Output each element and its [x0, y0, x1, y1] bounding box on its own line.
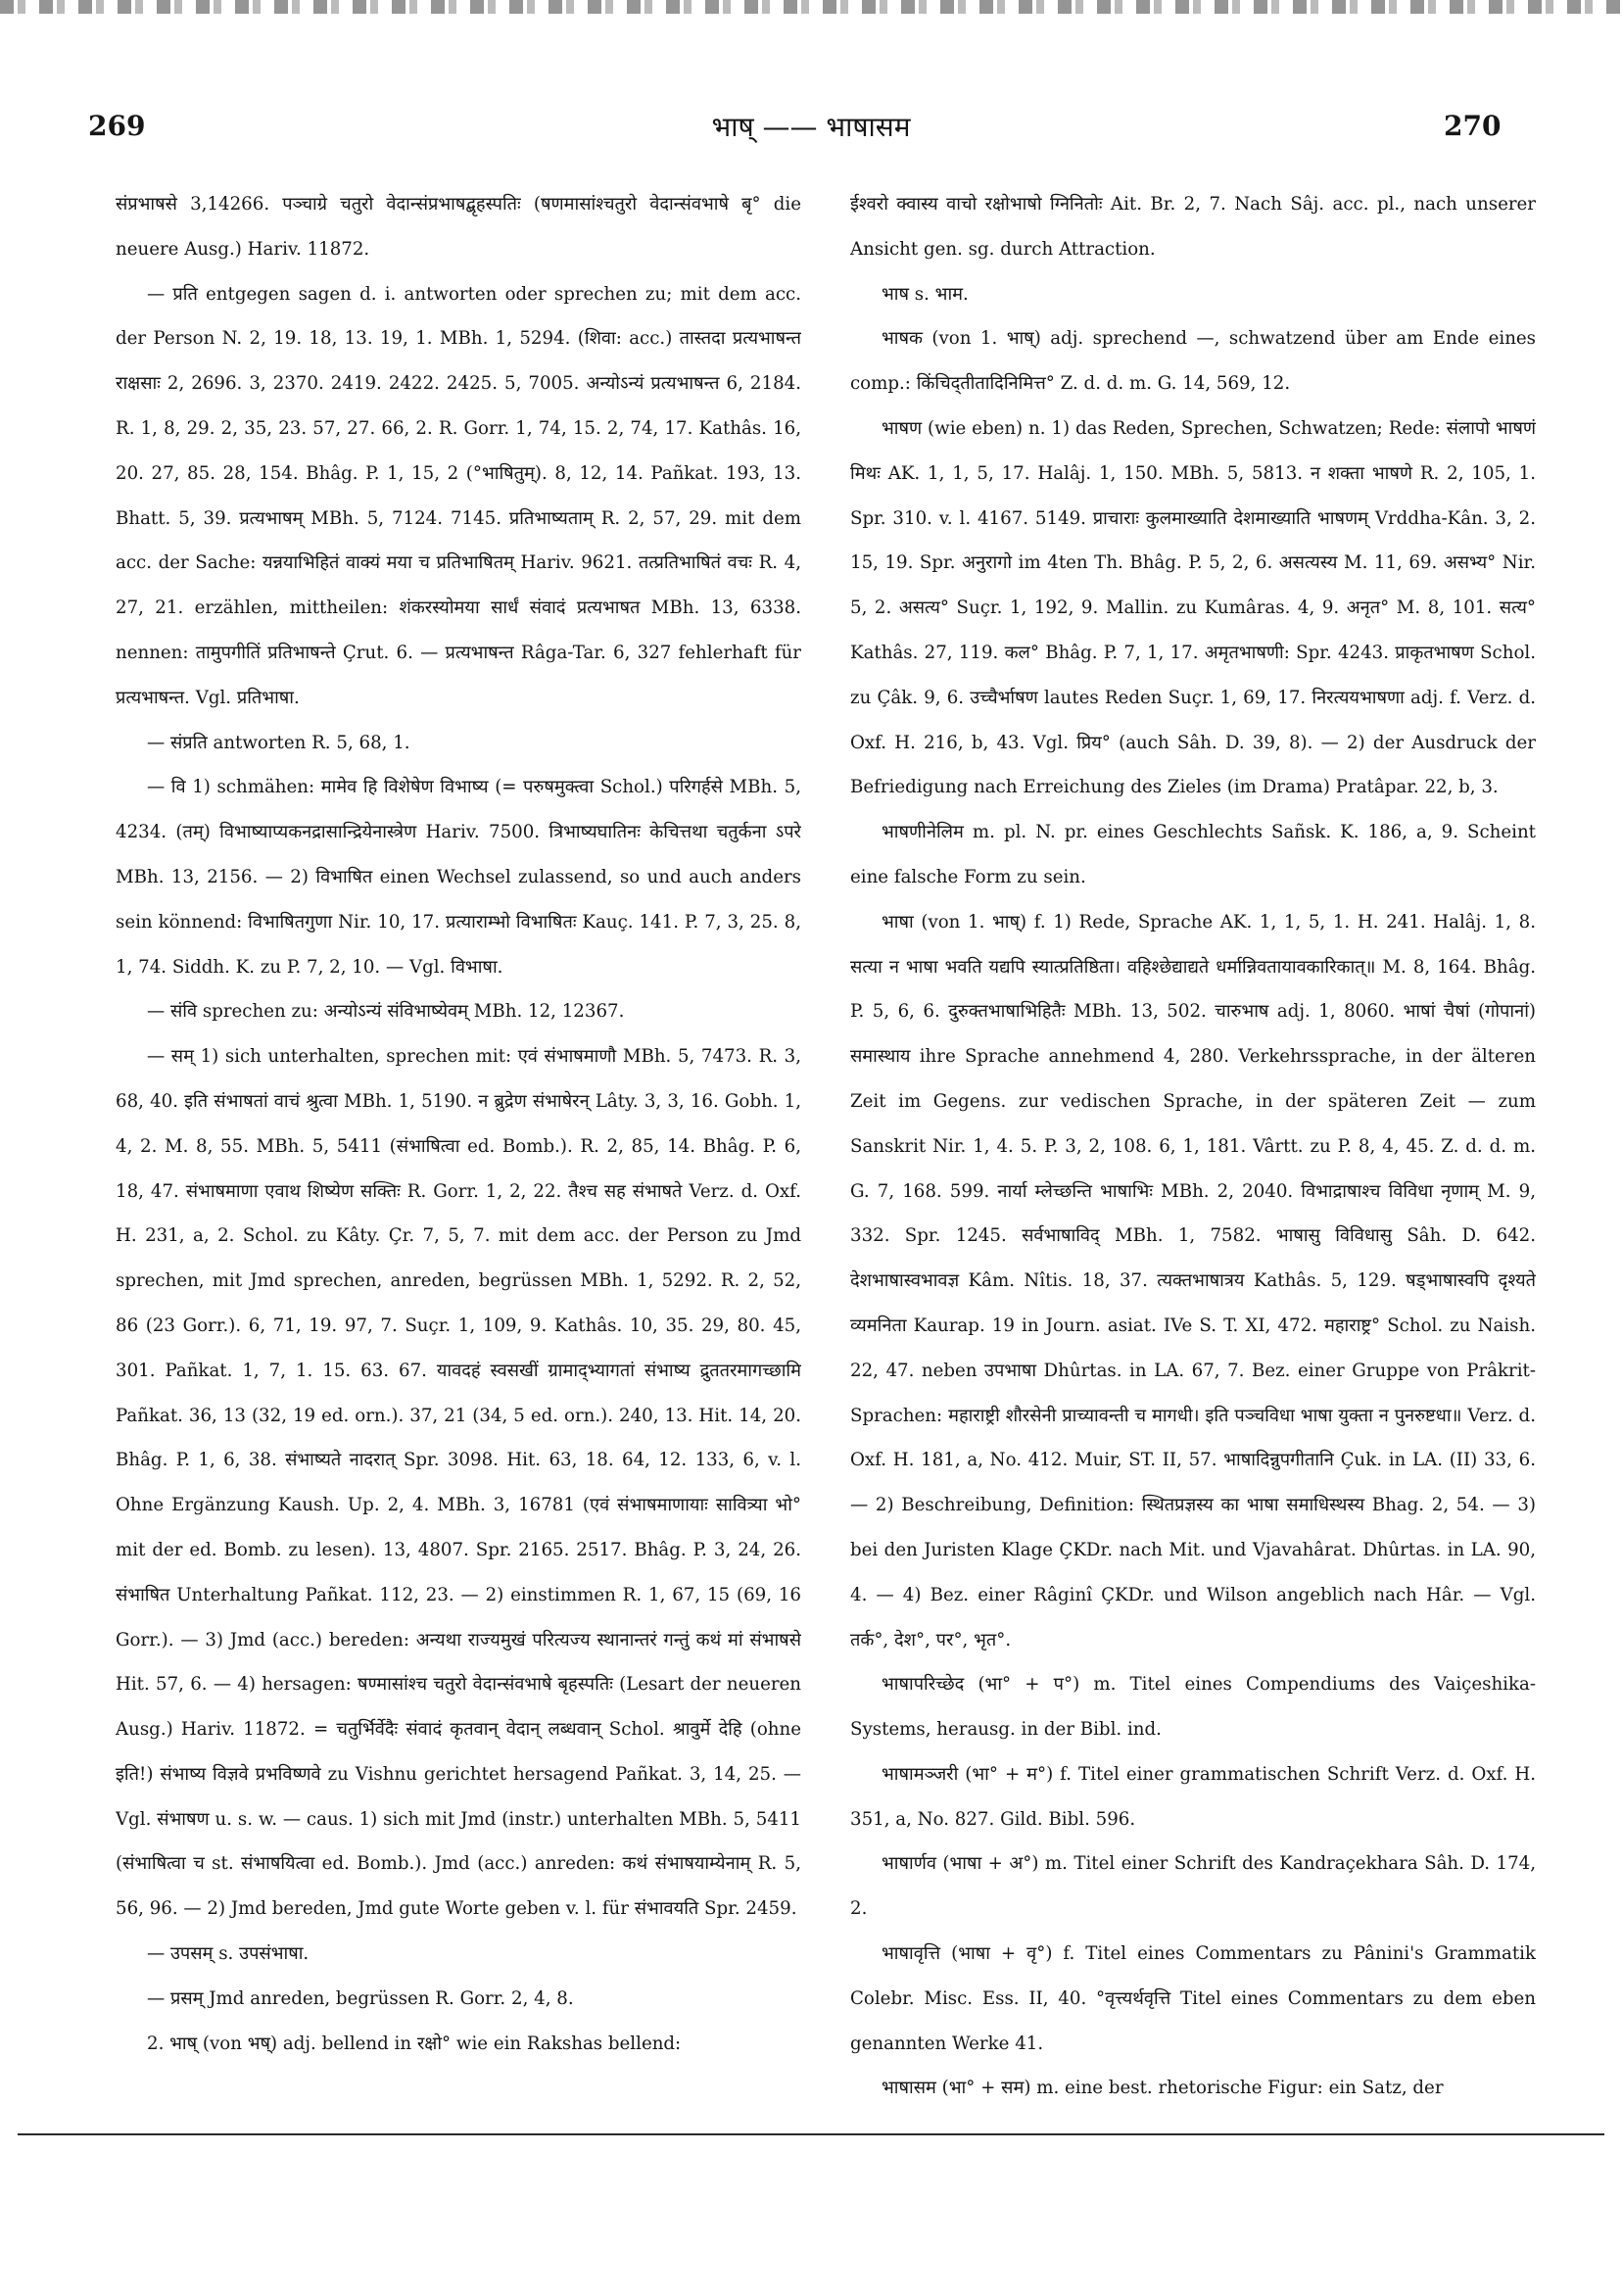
left-entry: — वि 1) schmähen: मामेव हि विशेषेण विभाष्य (= परुषमुक्त्वा Schol.) परिगर्हसे MBh. 5, 4234. (तम्) विभाष्याप्यकनद्रासान्द्रियेनास्त्रेण Hariv. 7500. त्रिभाष्यघातिनः केचित्तथा चतुर्कना ऽपरे MBh. 13, 2156. — 2) विभाषित einen Wechsel zulassend, so und auch anders sein könnend: विभाषितगुणा Nir. 10, 17. प्रत्याराम्भो विभाषितः Kauç. 141. P. 7, 3, 25. 8, 1, 74. Siddh. K. zu P. 7, 2, 10. — Vgl. विभाषा.	[116, 777, 801, 978]
left-entry: — प्रति entgegen sagen d. i. antworten oder sprechen zu; mit dem acc. der Person N. 2, 19. 18, 13. 19, 1. MBh. 1, 5294. (शिवा: acc.) तास्तदा प्रत्यभाषन्त राक्षसाः 2, 2696. 3, 2370. 2419. 2422. 2425. 5, 7005. अन्योऽन्यं प्रत्यभाषन्त 6, 2184. R. 1, 8, 29. 2, 35, 23. 57, 27. 66, 2. R. Gorr. 1, 74, 15. 2, 74, 17. Kathâs. 16, 20. 27, 85. 28, 154. Bhâg. P. 1, 15, 2 (°भाषितुम्). 8, 12, 14. Pañkat. 193, 13. Bhatt. 5, 39. प्रत्यभाषम् MBh. 5, 7124. 7145. प्रतिभाष्यताम् R. 2, 57, 29. mit dem acc. der Sache: यन्नयाभिहितं वाक्यं मया च प्रतिभाषितम् Hariv. 9621. तत्प्रतिभाषितं वचः R. 4, 27, 21. erzählen, mittheilen: शंकरस्योमया सार्धं संवादं प्रत्यभाषत MBh. 13, 6338. nennen: तामुपगीतिं प्रतिभाषन्ते Çrut. 6. — प्रत्यभाषन्त Râga-Tar. 6, 327 fehlerhaft für प्रत्यभाषन्त. Vgl. प्रतिभाषा.	[116, 283, 801, 708]
right-entry: भाषापरिच्छेद (भा° + प°) m. Titel eines Compendiums des Vaiçeshika-Systems, herausg. in der Bibl. ind.	[850, 1674, 1536, 1741]
left-entry: — सम् 1) sich unterhalten, sprechen mit: एवं संभाषमाणौ MBh. 5, 7473. R. 3, 68, 40. इति संभाषतां वाचं श्रुत्वा MBh. 1, 5190. न ब्रुद्रेण संभाषेरन् Lâty. 3, 3, 16. Gobh. 1, 4, 2. M. 8, 55. MBh. 5, 5411 (संभाषित्वा ed. Bomb.). R. 2, 85, 14. Bhâg. P. 6, 18, 47. संभाषमाणा एवाथ शिष्येण सक्तिः R. Gorr. 1, 2, 22. तैश्च सह संभाषते Verz. d. Oxf. H. 231, a, 2. Schol. zu Kâty. Çr. 7, 5, 7. mit dem acc. der Person zu Jmd sprechen, mit Jmd sprechen, anreden, begrüssen MBh. 1, 5292. R. 2, 52, 86 (23 Gorr.). 6, 71, 19. 97, 7. Suçr. 1, 109, 9. Kathâs. 10, 35. 29, 80. 45, 301. Pañkat. 1, 7, 1. 15. 63. 67. यावदहं स्वसखीं ग्रामाद्भ्यागतां संभाष्य द्रुततरमागच्छामि Pañkat. 36, 13 (32, 19 ed. orn.). 37, 21 (34, 5 ed. orn.). 240, 13. Hit. 14, 20. Bhâg. P. 1, 6, 38. संभाष्यते नादरात् Spr. 3098. Hit. 63, 18. 64, 12. 133, 6, v. l. Ohne Ergänzung Kaush. Up. 2, 4. MBh. 3, 16781 (एवं संभाषमाणायाः सावित्र्या भो° mit der ed. Bomb. zu lesen). 13, 4807. Spr. 2165. 2517. Bhâg. P. 3, 24, 26. संभाषित Unterhaltung Pañkat. 112, 23. — 2) einstimmen R. 1, 67, 15 (69, 16 Gorr.). — 3) Jmd (acc.) bereden: अन्यथा राज्यमुखं परित्यज्य स्थानान्तरं गन्तुं कथं मां संभाषसे Hit. 57, 6. — 4) hersagen: षण्मासांश्च चतुरो वेदान्संवभाषे बृहस्पतिः (Lesart der neueren Ausg.) Hariv. 11872. = चतुर्भिर्वेदैः संवादं कृतवान् वेदान् लब्धवान् Schol. श्रावुर्मे देहि (ohne इति!) संभाष्य विज्ञवे प्रभविष्णवे zu Vishnu gerichtet hersagend Pañkat. 3, 14, 25. — Vgl. संभाषण u. s. w. — caus. 1) sich mit Jmd (instr.) unterhalten MBh. 5, 5411 (संभाषित्वा च st. संभाषयित्वा ed. Bomb.). Jmd (acc.) anreden: कथं संभाषयाम्येनाम् R. 5, 56, 96. — 2) Jmd bereden, Jmd gute Worte geben v. l. für संभावयति Spr. 2459.	[116, 1046, 801, 1920]
left-entry: — उपसम् s. उपसंभाषा.	[147, 1943, 310, 1965]
right-entry: ईश्वरो क्वास्य वाचो रक्षोभाषो ग्निनितोः Ait. Br. 2, 7. Nach Sâj. acc. pl., nach unserer Ansicht gen. sg. durch Attraction.	[850, 194, 1536, 260]
left-entry: — प्रसम् Jmd anreden, begrüssen R. Gorr. 2, 4, 8.	[147, 1987, 574, 2009]
right-entry: भाषक (von 1. भाष्) adj. sprechend —, schwatzend über am Ende eines comp.: किंचिद्तीतादिनिमित्त° Z. d. d. m. G. 14, 569, 12.	[850, 328, 1536, 395]
right-entry: भाषा (von 1. भाष्) f. 1) Rede, Sprache AK. 1, 1, 5, 1. H. 241. Halâj. 1, 8. सत्या न भाषा भवति यद्यपि स्यात्प्रतिष्ठिता। वहिश्छेद्याद्यते धर्मान्निवतायावकारिकात्॥ M. 8, 164. Bhâg. P. 5, 6, 6. दुरुक्तभाषाभिहितैः MBh. 13, 502. चारुभाष adj. 1, 8060. भाषां चैषां (गोपानां) समास्थाय ihre Sprache annehmend 4, 280. Verkehrssprache, in der älteren Zeit im Gegens. zur vedischen Sprache, in der späteren Zeit — zum Sanskrit Nir. 1, 4. 5. P. 3, 2, 108. 6, 1, 181. Vârtt. zu P. 8, 4, 45. Z. d. d. m. G. 7, 168. 599. नार्या म्लेच्छन्ति भाषाभिः MBh. 2, 2040. विभाद्राषाश्च विविधा नृणाम् M. 9, 332. Spr. 1245. सर्वभाषाविद् MBh. 1, 7582. भाषासु विविधासु Sâh. D. 642. देशभाषास्वभावज्ञ Kâm. Nîtis. 18, 37. त्यक्तभाषात्रय Kathâs. 5, 129. षड्भाषास्वपि दृश्यते व्यमनिता Kaurap. 19 in Journ. asiat. IVe S. T. XI, 472. महाराष्ट्र° Schol. zu Naish. 22, 47. neben उपभाषा Dhûrtas. in LA. 67, 7. Bez. einer Gruppe von Prâkrit-Sprachen: महाराष्ट्री शौरसेनी प्राच्यावन्ती च मागधी। इति पञ्चविधा भाषा युक्ता न पुनरुष्टधा॥ Verz. d. Oxf. H. 181, a, No. 412. Muir, ST. II, 57. भाषादिन्नुपगीतानि Çuk. in LA. (II) 33, 6. — 2) Beschreibung, Definition: स्थितप्रज्ञस्य का भाषा समाधिस्थस्य Bhag. 2, 54. — 3) bei den Juristen Klage ÇKDr. nach Mit. und Vjavahârat. Dhûrtas. in LA. 90, 4. — 4) Bez. einer Râginî ÇKDr. und Wilson angeblich nach Hâr. — Vgl. तर्क°, देश°, पर°, भृत°.	[850, 911, 1536, 1650]
right-page-number: 270	[1444, 110, 1502, 142]
right-entry: भाषामञ्जरी (भा° + म°) f. Titel einer grammatischen Schrift Verz. d. Oxf. H. 351, a, No. 827. Gild. Bibl. 596.	[850, 1763, 1536, 1830]
right-entry: भाष s. भाम.	[882, 283, 969, 305]
right-entry: भाषासम (भा° + सम) m. eine best. rhetorische Figur: ein Satz, der	[882, 2078, 1444, 2099]
left-entry: — संप्रति antworten R. 5, 68, 1.	[147, 732, 410, 753]
right-entry: भाषणीनेलिम m. pl. N. pr. eines Geschlechts Sañsk. K. 186, a, 9. Scheint eine falsche Form zu sein.	[850, 822, 1536, 887]
left-page-number: 269	[88, 110, 146, 142]
left-column	[116, 182, 801, 2151]
left-entry: संप्रभाषसे 3,14266. पञ्चाग्रे चतुरो वेदान्संप्रभाषद्बृहस्पतिः (षणमासांश्चतुरो वेदान्संवभाषे बृ° die neuere Ausg.) Hariv. 11872.	[116, 194, 801, 260]
right-entry: भाषण (wie eben) n. 1) das Reden, Sprechen, Schwatzen; Rede: संलापो भाषणं मिथः AK. 1, 1, 5, 17. Halâj. 1, 150. MBh. 5, 5813. न शक्ता भाषणे R. 2, 105, 1. Spr. 310. v. l. 4167. 5149. प्राचाराः कुलमाख्याति देशमाख्याति भाषणम् Vrddha-Kân. 3, 2. 15, 19. Spr. अनुरागो im 4ten Th. Bhâg. P. 5, 2, 6. असत्यस्य M. 11, 69. असभ्य° Nir. 5, 2. असत्य° Suçr. 1, 192, 9. Mallin. zu Kumâras. 4, 9. अनृत° M. 8, 101. सत्य° Kathâs. 27, 119. कल° Bhâg. P. 7, 1, 17. अमृतभाषणी: Spr. 4243. प्राकृतभाषण Schol. zu Çâk. 9, 6. उच्चैर्भाषण lautes Reden Suçr. 1, 69, 17. निरत्ययभाषणा adj. f. Verz. d. Oxf. H. 216, b, 43. Vgl. प्रिय° (auch Sâh. D. 39, 8). — 2) der Ausdruck der Befriedigung nach Erreichung des Zieles (im Drama) Pratâpar. 22, b, 3.	[850, 417, 1536, 798]
right-column	[850, 182, 1536, 2151]
left-entry: — संवि sprechen zu: अन्योऽन्यं संविभाष्येवम् MBh. 12, 12367.	[147, 1001, 625, 1023]
right-entry: भाषार्णव (भाषा + अ°) m. Titel einer Schrift des Kandraçekhara Sâh. D. 174, 2.	[850, 1853, 1536, 1920]
footer-rule	[18, 2133, 1604, 2135]
running-header: भाष् —— भाषासम	[711, 111, 911, 143]
left-entry: 2. भाष् (von भष्) adj. bellend in रक्षो° wie ein Rakshas bellend:	[147, 2033, 682, 2054]
right-entry: भाषावृत्ति (भाषा + वृ°) f. Titel eines Commentars zu Pânini's Grammatik Colebr. Misc. Ess. II, 40. °वृत्त्यर्थवृत्ति Titel eines Commentars zu dem eben genannten Werke 41.	[850, 1943, 1536, 2054]
scan-edge-artifact	[0, 0, 1622, 14]
